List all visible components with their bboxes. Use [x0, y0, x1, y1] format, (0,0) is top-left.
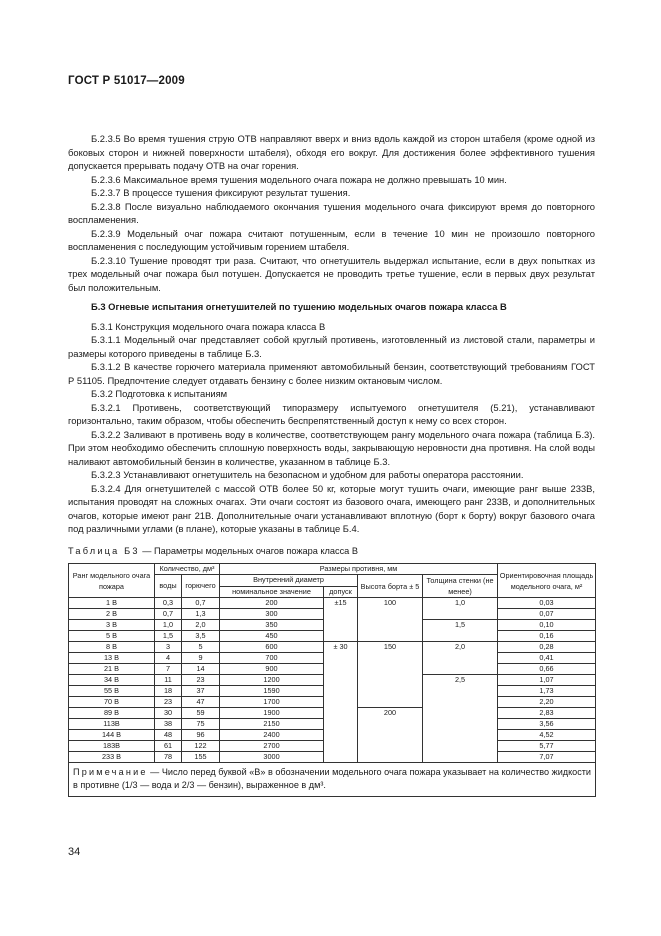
cell-rank: 1 В [69, 598, 155, 609]
paragraph: Б.2.3.5 Во время тушения струю ОТВ направляют вверх и вниз вдоль каждой из сторон штабеля (кроме одной из боковых сторон и нижней поверхности штабеля), обходя его вокруг. Для достижения более эффективного тушения допускается прерывать подачу ОТВ на очаг горения. [68, 133, 595, 171]
cell-area: 4,52 [498, 730, 596, 741]
cell-area: 2,83 [498, 708, 596, 719]
paragraph: Б.3.1 Конструкция модельного очага пожара класса В [91, 320, 326, 332]
cell-rank: 233 В [69, 752, 155, 763]
cell-diameter: 2400 [220, 730, 324, 741]
cell-rank: 5 В [69, 631, 155, 642]
cell-rank: 2 В [69, 609, 155, 620]
paragraph: Б.3.1.2 В качестве горючего материала применяют автомобильный бензин, соответствующий требованиям ГОСТ Р 51105. Предпочтение следует отдавать бензину с более низким октановым числом. [68, 361, 595, 386]
table-caption [68, 546, 595, 556]
cell-diameter: 600 [220, 642, 324, 653]
paragraph: Б.3.2.4 Для огнетушителей с массой ОТВ более 50 кг, которые могут тушить очаги, имеющие ранг выше 233В, испытания проводят на сложных очагах. Эти очаги состоят из базового очага, имеющего ранг 233В, и дополнительных очагов, которые имеют ранг 21В. Дополнительные очаги устанавливают вплотную (борт к борту) вокруг базового очага под различными углами (в плане), которые указаны в таблице Б.4. [68, 482, 595, 534]
cell-rank: 55 В [69, 686, 155, 697]
cell-rim-height: 100 [358, 598, 423, 642]
header-fuel: горючего [182, 575, 220, 598]
cell-rank: 70 В [69, 697, 155, 708]
cell-fuel: 3,5 [182, 631, 220, 642]
cell-fuel: 2,0 [182, 620, 220, 631]
cell-rim-height: 150 [358, 642, 423, 708]
cell-water: 1,5 [155, 631, 182, 642]
cell-area: 5,77 [498, 741, 596, 752]
paragraph: Б.2.3.9 Модельный очаг пожара считают потушенным, если в течение 10 мин не произошло повторного воспламенения с последующим устойчивым горением штабеля. [68, 227, 595, 252]
cell-area: 0,03 [498, 598, 596, 609]
paragraph: Б.3.1.1 Модельный очаг представляет собой круглый противень, изготовленный из листовой стали, параметры и размеры которого приведены в таблице Б.3. [68, 334, 595, 359]
cell-area: 2,20 [498, 697, 596, 708]
cell-area: 0,07 [498, 609, 596, 620]
cell-area: 0,41 [498, 653, 596, 664]
body-text [68, 132, 595, 536]
cell-fuel: 122 [182, 741, 220, 752]
cell-fuel: 37 [182, 686, 220, 697]
cell-fuel: 14 [182, 664, 220, 675]
cell-rim-height: 200 [358, 708, 423, 763]
header-inner-diameter: Внутренний диаметр [220, 575, 358, 587]
cell-diameter: 300 [220, 609, 324, 620]
cell-tolerance: ±15 [324, 598, 358, 642]
cell-diameter: 700 [220, 653, 324, 664]
header-wall-thickness: Толщина стенки (не менее) [423, 575, 498, 598]
cell-water: 0,7 [155, 609, 182, 620]
cell-rank: 3 В [69, 620, 155, 631]
cell-diameter: 3000 [220, 752, 324, 763]
cell-area: 0,16 [498, 631, 596, 642]
paragraph: Б.3.2.1 Противень, соответствующий типоразмеру испытуемого огнетушителя (5.21), устанавливают горизонтально, таким образом, чтобы обеспечить беспрепятственный доступ к нему со всех сторон. [68, 401, 595, 426]
cell-water: 61 [155, 741, 182, 752]
header-tolerance: допуск [324, 586, 358, 598]
cell-fuel: 5 [182, 642, 220, 653]
header-water: воды [155, 575, 182, 598]
cell-diameter: 2150 [220, 719, 324, 730]
paragraph: Б.2.3.6 Максимальное время тушения модельного очага пожара не должно превышать 10 мин. [91, 173, 507, 185]
cell-rank: 21 В [69, 664, 155, 675]
cell-fuel: 75 [182, 719, 220, 730]
table-caption-label: Таблица Б3 [68, 546, 140, 556]
section-heading: Б.3 Огневые испытания огнетушителей по тушению модельных очагов пожара класса В [91, 301, 507, 312]
cell-area: 1,73 [498, 686, 596, 697]
cell-rank: 144 В [69, 730, 155, 741]
header-nominal: номинальное значение [220, 586, 324, 598]
paragraph: Б.3.2.3 Устанавливают огнетушитель на безопасном и удобном для работы оператора расстоянии. [91, 469, 524, 480]
cell-fuel: 1,3 [182, 609, 220, 620]
cell-water: 23 [155, 697, 182, 708]
cell-area: 0,28 [498, 642, 596, 653]
paragraph: Б.3.2 Подготовка к испытаниям [91, 388, 228, 399]
note-label: Примечание [73, 767, 148, 777]
cell-diameter: 1200 [220, 675, 324, 686]
cell-area: 3,56 [498, 719, 596, 730]
cell-diameter: 900 [220, 664, 324, 675]
header-quantity: Количество, дм³ [155, 564, 220, 575]
cell-wall-thickness: 2,5 [423, 675, 498, 763]
cell-water: 0,3 [155, 598, 182, 609]
table-note [69, 763, 596, 797]
cell-fuel: 96 [182, 730, 220, 741]
cell-rank: 113В [69, 719, 155, 730]
table-row [69, 598, 596, 609]
cell-fuel: 155 [182, 752, 220, 763]
note-text: — Число перед буквой «В» в обозначении модельного очага пожара указывает на количество жидкости в противне (1/3 — вода и 2/3 — бензин), выраженное в дм³. [73, 767, 592, 790]
cell-rank: 8 В [69, 642, 155, 653]
cell-diameter: 450 [220, 631, 324, 642]
cell-water: 48 [155, 730, 182, 741]
cell-rank: 183В [69, 741, 155, 752]
cell-rank: 13 В [69, 653, 155, 664]
paragraph: Б.2.3.7 В процессе тушения фиксируют результат тушения. [91, 187, 351, 198]
page-number: 34 [68, 846, 81, 858]
cell-area: 1,07 [498, 675, 596, 686]
document-code: ГОСТ Р 51017—2009 [68, 75, 185, 87]
cell-diameter: 1700 [220, 697, 324, 708]
cell-water: 4 [155, 653, 182, 664]
header-rim-height: Высота борта ± 5 [358, 575, 423, 598]
cell-wall-thickness: 2,0 [423, 642, 498, 675]
cell-fuel: 23 [182, 675, 220, 686]
cell-diameter: 1900 [220, 708, 324, 719]
cell-area: 0,10 [498, 620, 596, 631]
paragraph: Б.2.3.8 После визуально наблюдаемого окончания тушения модельного очага фиксируют время до повторного воспламенения. [68, 200, 595, 225]
cell-water: 30 [155, 708, 182, 719]
cell-fuel: 47 [182, 697, 220, 708]
cell-wall-thickness: 1,5 [423, 620, 498, 642]
cell-water: 38 [155, 719, 182, 730]
table-row [69, 642, 596, 653]
cell-water: 1,0 [155, 620, 182, 631]
parameters-table [68, 563, 596, 797]
header-rank: Ранг модельного очага пожара [69, 564, 155, 598]
cell-water: 18 [155, 686, 182, 697]
cell-tolerance: ± 30 [324, 642, 358, 763]
cell-rank: 89 В [69, 708, 155, 719]
cell-water: 11 [155, 675, 182, 686]
paragraph: Б.3.2.2 Заливают в противень воду в количестве, соответствующем рангу модельного очага пожара (таблица Б.3). При этом необходимо обеспечить сплошную поверхность воды, закрывающую неровности дна противня. На слой воды наливают автомобильный бензин в количестве, указанном в таблице Б.3. [68, 428, 595, 467]
header-area: Ориентировочная площадь модельного очага, м² [498, 564, 596, 598]
cell-diameter: 200 [220, 598, 324, 609]
cell-area: 0,66 [498, 664, 596, 675]
cell-rank: 34 В [69, 675, 155, 686]
table-caption-text: — Параметры модельных очагов пожара класса В [139, 546, 358, 556]
cell-fuel: 9 [182, 653, 220, 664]
cell-fuel: 0,7 [182, 598, 220, 609]
cell-diameter: 350 [220, 620, 324, 631]
header-dimensions: Размеры противня, мм [220, 564, 498, 575]
cell-water: 78 [155, 752, 182, 763]
cell-water: 3 [155, 642, 182, 653]
cell-wall-thickness: 1,0 [423, 598, 498, 620]
cell-diameter: 2700 [220, 741, 324, 752]
cell-area: 7,07 [498, 752, 596, 763]
paragraph: Б.2.3.10 Тушение проводят три раза. Считают, что огнетушитель выдержал испытание, если в двух попытках из трех модельный очаг пожара был потушен. Допускается не проводить третье тушение, если в первых двух результат был положительным. [68, 254, 595, 293]
cell-fuel: 59 [182, 708, 220, 719]
cell-water: 7 [155, 664, 182, 675]
cell-diameter: 1590 [220, 686, 324, 697]
